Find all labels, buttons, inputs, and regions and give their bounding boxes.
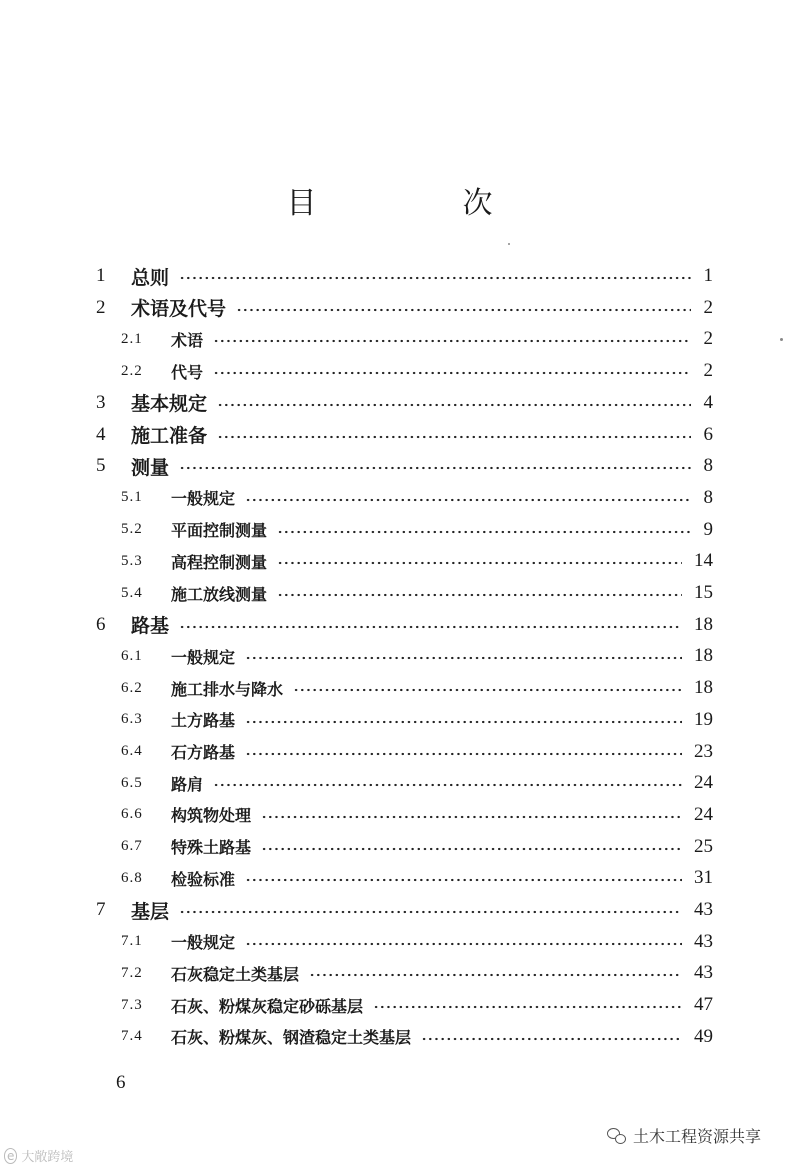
toc-entry-title: 一般规定 <box>171 647 236 667</box>
toc-entry-page: 49 <box>694 1025 713 1047</box>
toc-leader-dots <box>277 530 691 534</box>
toc-leader-dots <box>179 625 682 629</box>
toc-entry-title: 路基 <box>131 615 170 638</box>
toc-entry-number: 6.6 <box>121 806 143 823</box>
toc-leader-dots <box>217 435 691 439</box>
toc-leader-dots <box>179 276 691 280</box>
toc-section-row[interactable] <box>0 355 787 387</box>
toc-section-row[interactable] <box>0 736 787 768</box>
toc-entry-number: 6.8 <box>121 869 143 886</box>
toc-entry-title: 测量 <box>131 456 170 479</box>
toc-entry-page: 23 <box>694 740 713 762</box>
toc-entry-title: 构筑物处理 <box>171 806 252 826</box>
toc-entry-page: 2 <box>703 296 713 318</box>
toc-entry-title: 平面控制测量 <box>171 521 268 541</box>
toc-entry-page: 18 <box>694 645 713 667</box>
toc-entry-title: 一般规定 <box>171 489 236 509</box>
toc-leader-dots <box>213 339 691 343</box>
toc-section-row[interactable] <box>0 957 787 989</box>
toc-entry-page: 24 <box>694 803 713 825</box>
toc-entry-page: 2 <box>703 328 713 350</box>
toc-entry-title: 基本规定 <box>131 393 208 416</box>
toc-section-row[interactable] <box>0 704 787 736</box>
toc-section-row[interactable] <box>0 577 787 609</box>
toc-entry-page: 6 <box>703 423 713 445</box>
toc-leader-dots <box>217 403 691 407</box>
toc-entry-number: 2 <box>96 296 106 318</box>
toc-leader-dots <box>245 878 682 882</box>
toc-section-row[interactable] <box>0 482 787 514</box>
toc-entry-number: 5.1 <box>121 489 143 506</box>
toc-entry-number: 3 <box>96 391 106 413</box>
toc-leader-dots <box>179 910 682 914</box>
toc-entry-title: 一般规定 <box>171 933 236 953</box>
toc-entry-page: 14 <box>694 550 713 572</box>
toc-leader-dots <box>245 942 682 946</box>
toc-entry-number: 6.5 <box>121 774 143 791</box>
toc-entry-page: 43 <box>694 899 713 920</box>
toc-entry-title: 施工准备 <box>131 425 208 447</box>
toc-entry-number: 2.2 <box>121 362 143 379</box>
toc-section-row[interactable] <box>0 1021 787 1053</box>
toc-entry-page: 4 <box>703 391 713 413</box>
toc-leader-dots <box>261 847 682 851</box>
toc-entry-title: 施工排水与降水 <box>171 679 284 699</box>
toc-entry-page: 47 <box>694 994 713 1016</box>
toc-entry-title: 高程控制测量 <box>171 552 268 572</box>
toc-section-row[interactable] <box>0 831 787 863</box>
toc-chapter-row[interactable] <box>0 260 787 292</box>
watermark-left-text: 大敞跨境 <box>21 1150 74 1165</box>
toc-leader-dots <box>309 973 682 977</box>
toc-entry-title: 石灰、粉煤灰稳定砂砾基层 <box>171 996 364 1016</box>
toc-chapter-row[interactable] <box>0 387 787 419</box>
toc-entry-page: 9 <box>703 518 713 540</box>
toc-entry-title: 检验标准 <box>171 869 236 889</box>
toc-entry-number: 6.2 <box>121 679 143 696</box>
toc-entry-page: 24 <box>694 772 713 794</box>
toc-entry-title: 总则 <box>131 266 170 289</box>
toc-leader-dots <box>245 656 682 660</box>
toc-entry-number: 5.4 <box>121 584 143 601</box>
toc-entry-number: 7.2 <box>121 964 143 981</box>
toc-leader-dots <box>213 371 691 375</box>
toc-entry-title: 石灰稳定土类基层 <box>171 964 300 984</box>
toc-leader-dots <box>245 720 682 724</box>
toc-entry-title: 施工放线测量 <box>171 584 268 604</box>
toc-entry-number: 7.1 <box>121 933 143 950</box>
toc-leader-dots <box>293 688 682 692</box>
toc-section-row[interactable] <box>0 862 787 894</box>
toc-entry-page: 31 <box>694 867 713 889</box>
toc-entry-page: 43 <box>694 962 713 984</box>
toc-leader-dots <box>277 593 682 597</box>
toc-entry-title: 术语 <box>171 330 204 350</box>
toc-section-row[interactable] <box>0 799 787 831</box>
toc-entry-number: 4 <box>96 423 106 445</box>
toc-entry-page: 8 <box>703 486 713 508</box>
toc-entry-title: 石方路基 <box>171 743 236 762</box>
toc-entry-number: 6.1 <box>121 647 143 664</box>
toc-leader-dots <box>245 752 682 756</box>
watermark-right <box>607 1124 761 1147</box>
toc-entry-number: 7 <box>96 899 106 920</box>
wechat-icon <box>607 1128 627 1144</box>
toc-entry-number: 5.3 <box>121 552 143 569</box>
page-title: 目 次 <box>286 186 551 221</box>
toc-section-row[interactable] <box>0 672 787 704</box>
toc-section-row[interactable] <box>0 767 787 799</box>
watermark-left <box>4 1146 73 1165</box>
toc-entry-number: 5.2 <box>121 521 143 538</box>
toc-entry-title: 路肩 <box>171 774 204 794</box>
toc-entry-page: 8 <box>703 455 713 477</box>
toc-chapter-row[interactable] <box>0 419 787 451</box>
toc-section-row[interactable] <box>0 926 787 958</box>
toc-section-row[interactable] <box>0 640 787 672</box>
toc-chapter-row[interactable] <box>0 894 787 926</box>
toc-entry-page: 18 <box>694 613 713 635</box>
toc-entry-number: 6.3 <box>121 711 143 728</box>
toc-entry-number: 2.1 <box>121 330 143 347</box>
scan-speck <box>508 243 510 245</box>
toc-entry-title: 土方路基 <box>171 711 236 731</box>
toc-entry-page: 18 <box>694 677 713 699</box>
toc-section-row[interactable] <box>0 545 787 577</box>
toc-section-row[interactable] <box>0 989 787 1021</box>
toc-entry-title: 术语及代号 <box>131 298 227 321</box>
toc-leader-dots <box>277 561 682 565</box>
toc-entry-number: 1 <box>96 265 106 286</box>
toc-leader-dots <box>261 815 682 819</box>
toc-chapter-row[interactable] <box>0 292 787 324</box>
footer-page-number: 6 <box>116 1072 126 1093</box>
toc-entry-title: 代号 <box>171 362 204 382</box>
ie-logo-icon: e <box>4 1148 17 1164</box>
toc-leader-dots <box>236 308 691 312</box>
toc-chapter-row[interactable] <box>0 609 787 641</box>
toc-leader-dots <box>245 498 691 502</box>
toc-entry-number: 6.4 <box>121 743 143 759</box>
toc-entry-number: 6.7 <box>121 838 143 855</box>
toc-entry-page: 2 <box>703 360 713 382</box>
toc-entry-number: 6 <box>96 613 106 635</box>
toc-entry-page: 25 <box>694 835 713 857</box>
toc-entry-title: 特殊土路基 <box>171 838 252 858</box>
toc-leader-dots <box>213 783 682 787</box>
toc-entry-page: 1 <box>703 265 713 286</box>
toc-section-row[interactable] <box>0 514 787 546</box>
toc-leader-dots <box>179 466 691 470</box>
toc-entry-number: 5 <box>96 455 106 477</box>
toc-entry-page: 15 <box>694 582 713 603</box>
toc-entry-title: 基层 <box>131 900 170 923</box>
watermark-right-text: 土木工程资源共享 <box>632 1127 761 1146</box>
toc-entry-number: 7.4 <box>121 1028 143 1045</box>
toc-chapter-row[interactable] <box>0 450 787 482</box>
toc-section-row[interactable] <box>0 323 787 355</box>
toc-leader-dots <box>421 1037 682 1041</box>
toc-entry-page: 43 <box>694 930 713 952</box>
toc-entry-title: 石灰、粉煤灰、钢渣稳定土类基层 <box>171 1028 412 1048</box>
toc-leader-dots <box>373 1005 682 1009</box>
toc-entry-number: 7.3 <box>121 996 143 1013</box>
toc-entry-page: 19 <box>694 708 713 730</box>
